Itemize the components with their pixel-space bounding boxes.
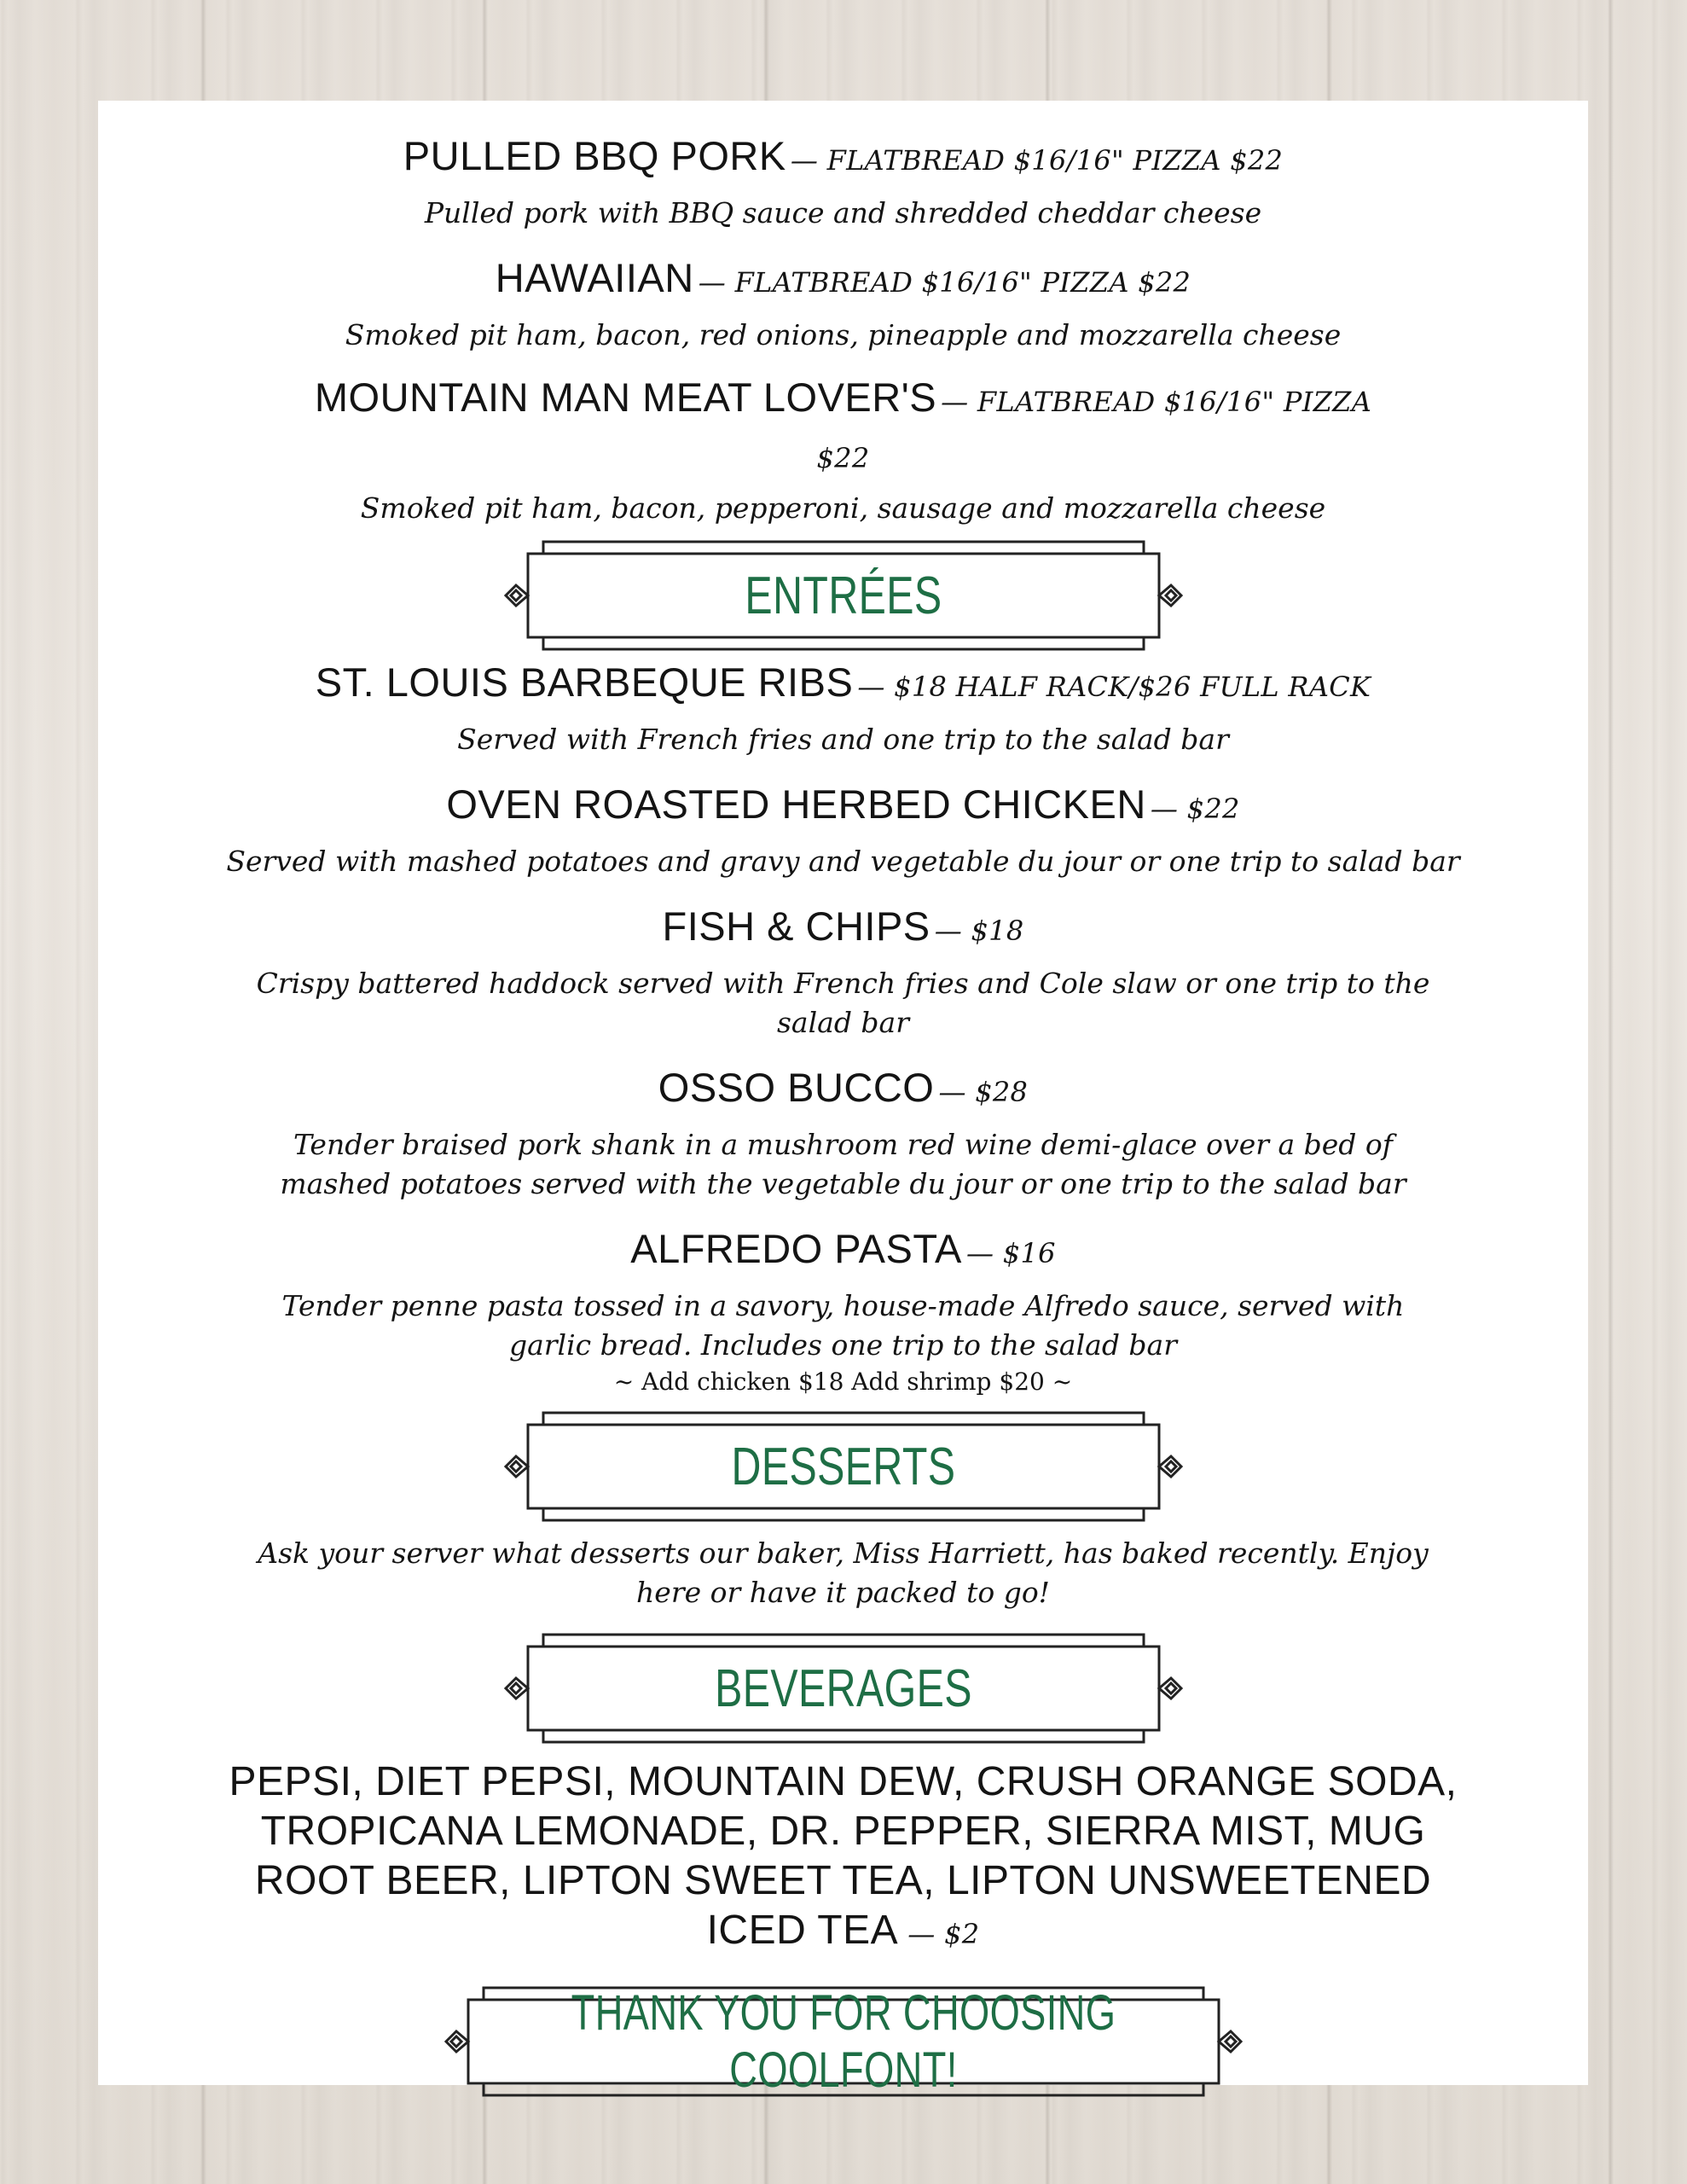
menu-item-alfredo-pasta xyxy=(204,1221,1483,1399)
item-name: ALFREDO PASTA xyxy=(630,1226,962,1271)
add-on-note: ~ Add chicken $18 Add shrimp $20 ~ xyxy=(613,1368,1073,1396)
menu-item-fish-chips xyxy=(204,898,1483,1043)
item-name: OSSO BUCCO xyxy=(658,1065,935,1110)
footer-banner xyxy=(443,1983,1244,2100)
menu-item-mountain-man xyxy=(204,372,1483,528)
item-description: Smoked pit ham, bacon, pepperoni, sausage and mozzarella cheese xyxy=(360,491,1326,525)
item-price: — $18 xyxy=(934,915,1024,947)
menu-item-pulled-bbq-pork xyxy=(204,128,1483,233)
item-price: — $18 HALF RACK/$26 FULL RACK xyxy=(857,671,1371,703)
item-name: MOUNTAIN MAN MEAT LOVER'S xyxy=(314,375,937,420)
item-name: OVEN ROASTED HERBED CHICKEN xyxy=(446,781,1146,827)
beverages-list xyxy=(229,1757,1458,1959)
item-description: Crispy battered haddock served with French fries and Cole slaw or one trip to the salad bar xyxy=(256,967,1430,1039)
item-price: — FLATBREAD $16/16" PIZZA $22 xyxy=(790,144,1284,177)
item-description: Smoked pit ham, bacon, red onions, pineapple and mozzarella cheese xyxy=(345,318,1342,351)
item-description: Tender braised pork shank in a mushroom red wine demi-glace over a bed of mashed potatoes served with the vegetable du jour or one trip to the salad bar xyxy=(280,1128,1406,1200)
item-description: Pulled pork with BBQ sauce and shredded cheddar cheese xyxy=(424,196,1262,229)
item-name: FISH & CHIPS xyxy=(662,903,930,949)
menu-item-ribs xyxy=(204,654,1483,759)
item-description: Tender penne pasta tossed in a savory, house-made Alfredo sauce, served with garlic bread. Includes one trip to the salad bar xyxy=(281,1289,1405,1362)
menu-content xyxy=(98,128,1588,2100)
item-description: Served with French fries and one trip to the salad bar xyxy=(457,723,1229,756)
item-price: — $16 xyxy=(966,1237,1056,1269)
item-price: — $22 xyxy=(1150,793,1240,825)
menu-item-hawaiian xyxy=(204,250,1483,355)
item-name: PULLED BBQ PORK xyxy=(403,133,786,178)
beverages-banner xyxy=(502,1629,1185,1747)
section-title-desserts: DESSERTS xyxy=(731,1437,955,1496)
desserts-banner xyxy=(502,1408,1185,1525)
item-price: — FLATBREAD $16/16" PIZZA $22 xyxy=(816,386,1372,474)
item-name: HAWAIIAN xyxy=(495,255,694,300)
item-name: ST. LOUIS BARBEQUE RIBS xyxy=(315,659,854,705)
beverages-names: PEPSI, DIET PEPSI, MOUNTAIN DEW, CRUSH ORANGE SODA, TROPICANA LEMONADE, DR. PEPPER, SIERRA MIST, MUG ROOT BEER, LIPTON SWEET TEA, LIPTON UNSWEETENED ICED TEA xyxy=(229,1759,1458,1953)
section-title-beverages: BEVERAGES xyxy=(714,1658,972,1718)
item-description: Served with mashed potatoes and gravy and vegetable du jour or one trip to salad bar xyxy=(226,845,1460,878)
section-title-entrees: ENTRÉES xyxy=(744,566,942,625)
menu-item-herbed-chicken xyxy=(204,776,1483,881)
desserts-description-block xyxy=(204,1534,1483,1612)
desserts-description: Ask your server what desserts our baker, Miss Harriett, has baked recently. Enjoy here or have it packed to go! xyxy=(258,1536,1429,1609)
entrees-banner xyxy=(502,537,1185,654)
beverages-price: — $2 xyxy=(907,1918,980,1950)
menu-item-osso-bucco xyxy=(204,1060,1483,1204)
item-price: — $28 xyxy=(938,1076,1029,1108)
footer-title: THANK YOU FOR CHOOSING COOLFONT! xyxy=(571,1985,1116,2098)
item-price: — FLATBREAD $16/16" PIZZA $22 xyxy=(698,266,1191,299)
menu-page xyxy=(98,101,1588,2098)
